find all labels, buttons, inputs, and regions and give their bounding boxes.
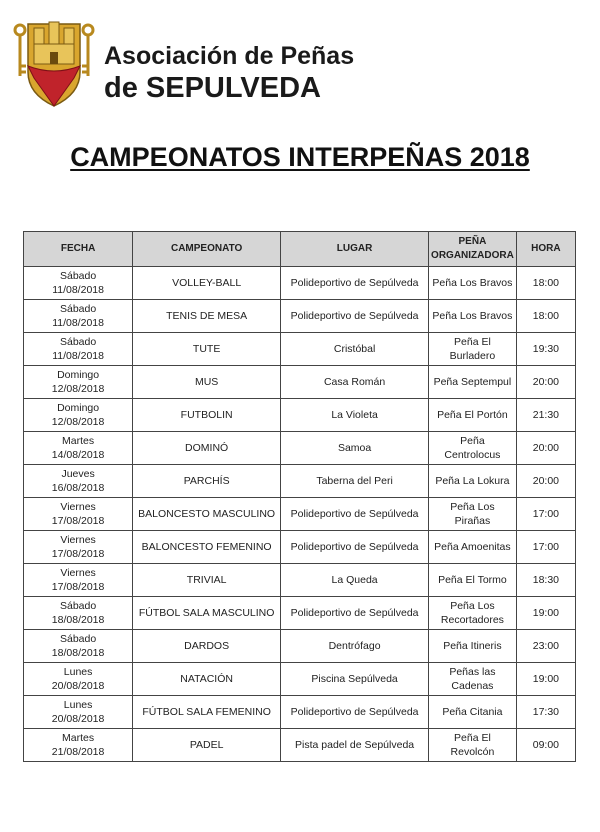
table-row (24, 267, 576, 300)
cell-date: 14/08/2018 (51, 449, 105, 461)
org-name-line2: de SEPULVEDA (104, 72, 322, 104)
cell-pena-line1: Peña El Portón (437, 409, 508, 421)
cell-day: Lunes (63, 699, 93, 711)
cell-pena-line1: Peña (460, 435, 485, 447)
schedule-table (23, 231, 576, 762)
cell-fecha (24, 366, 133, 399)
header-pena (429, 232, 517, 267)
cell-day: Viernes (60, 567, 96, 579)
cell-hora: 23:00 (516, 630, 575, 663)
cell-campeonato: DARDOS (133, 630, 281, 663)
header (12, 14, 572, 114)
cell-lugar: Polideportivo de Sepúlveda (281, 531, 429, 564)
cell-day: Sábado (59, 270, 97, 282)
cell-date: 21/08/2018 (51, 746, 105, 758)
cell-hora: 09:00 (516, 729, 575, 762)
header-hora: HORA (516, 232, 575, 267)
table-row (24, 432, 576, 465)
cell-date: 17/08/2018 (51, 515, 105, 527)
cell-fecha (24, 333, 133, 366)
cell-pena (429, 564, 517, 597)
header-pena-line2: ORGANIZADORA (431, 250, 514, 261)
cell-hora: 19:00 (516, 597, 575, 630)
header-campeonato: CAMPEONATO (133, 232, 281, 267)
cell-pena (429, 630, 517, 663)
cell-pena-line2: Burladero (449, 350, 496, 362)
cell-pena (429, 267, 517, 300)
header-pena-line1: PEÑA (458, 236, 487, 247)
cell-date: 20/08/2018 (51, 713, 105, 725)
cell-pena-line1: Peña La Lokura (435, 475, 510, 487)
cell-hora: 17:00 (516, 531, 575, 564)
cell-day: Viernes (60, 534, 96, 546)
header-fecha: FECHA (24, 232, 133, 267)
cell-pena-line1: Peña Amoenitas (434, 541, 511, 553)
cell-fecha (24, 564, 133, 597)
cell-campeonato: PARCHÍS (133, 465, 281, 498)
cell-date: 12/08/2018 (51, 383, 105, 395)
page-title (0, 142, 600, 173)
cell-hora: 18:30 (516, 564, 575, 597)
cell-pena (429, 432, 517, 465)
cell-hora: 18:00 (516, 267, 575, 300)
cell-pena-line1: Peña El Tormo (438, 574, 507, 586)
cell-campeonato: BALONCESTO FEMENINO (133, 531, 281, 564)
cell-pena-line1: Peña Los Pirañas (450, 501, 495, 527)
org-name-line1: Asociación de Peñas (104, 42, 355, 70)
cell-pena-line1: Peña Itineris (443, 640, 502, 652)
cell-day: Sábado (59, 600, 97, 612)
cell-pena-line1: Peña Citania (442, 706, 503, 718)
cell-day: Sábado (59, 633, 97, 645)
cell-campeonato: VOLLEY-BALL (133, 267, 281, 300)
cell-pena-line1: Peña El (454, 336, 491, 348)
cell-pena-line1: Peñas las (449, 666, 496, 678)
cell-lugar: Polideportivo de Sepúlveda (281, 300, 429, 333)
cell-pena-line1: Peña Los (450, 600, 495, 612)
cell-pena (429, 531, 517, 564)
cell-pena-line2: Recortadores (440, 614, 504, 626)
cell-campeonato: TUTE (133, 333, 281, 366)
cell-date: 11/08/2018 (52, 317, 104, 329)
cell-hora: 20:00 (516, 432, 575, 465)
cell-hora: 18:00 (516, 300, 575, 333)
cell-hora: 20:00 (516, 366, 575, 399)
cell-pena-line1: Peña El Revolcón (450, 732, 495, 758)
table-row (24, 498, 576, 531)
cell-date: 18/08/2018 (51, 614, 105, 626)
cell-lugar: Samoa (281, 432, 429, 465)
cell-pena (429, 300, 517, 333)
cell-lugar: Polideportivo de Sepúlveda (281, 498, 429, 531)
cell-pena (429, 465, 517, 498)
cell-hora: 17:00 (516, 498, 575, 531)
cell-lugar: Pista padel de Sepúlveda (281, 729, 429, 762)
cell-fecha (24, 630, 133, 663)
table-row (24, 333, 576, 366)
table-row (24, 465, 576, 498)
cell-fecha (24, 597, 133, 630)
header-lugar: LUGAR (281, 232, 429, 267)
cell-date: 11/08/2018 (52, 350, 104, 362)
cell-fecha (24, 300, 133, 333)
cell-date: 18/08/2018 (51, 647, 105, 659)
cell-lugar: Polideportivo de Sepúlveda (281, 597, 429, 630)
cell-day: Lunes (63, 666, 93, 678)
cell-fecha (24, 465, 133, 498)
table-row (24, 531, 576, 564)
cell-date: 16/08/2018 (51, 482, 105, 494)
cell-hora: 20:00 (516, 465, 575, 498)
cell-fecha (24, 696, 133, 729)
crest-logo (12, 14, 96, 108)
cell-campeonato: PADEL (133, 729, 281, 762)
table-row (24, 399, 576, 432)
cell-pena-line2: Cadenas (451, 680, 494, 692)
cell-day: Domingo (57, 402, 100, 414)
cell-pena-line1: Peña Los Bravos (432, 277, 513, 289)
table-row (24, 729, 576, 762)
cell-campeonato: FUTBOLIN (133, 399, 281, 432)
cell-fecha (24, 267, 133, 300)
cell-hora: 17:30 (516, 696, 575, 729)
table-row (24, 663, 576, 696)
cell-fecha (24, 399, 133, 432)
table-row (24, 564, 576, 597)
cell-hora: 19:30 (516, 333, 575, 366)
cell-campeonato: BALONCESTO MASCULINO (133, 498, 281, 531)
cell-pena-line2: Centrolocus (444, 449, 501, 461)
cell-pena-line1: Peña Septempul (433, 376, 512, 388)
cell-fecha (24, 531, 133, 564)
table-row (24, 597, 576, 630)
table-row (24, 696, 576, 729)
cell-hora: 19:00 (516, 663, 575, 696)
cell-lugar: Dentrófago (281, 630, 429, 663)
page-title-text: CAMPEONATOS INTERPEÑAS 2018 (70, 142, 530, 172)
cell-date: 17/08/2018 (51, 548, 105, 560)
cell-pena (429, 333, 517, 366)
table-row (24, 630, 576, 663)
cell-fecha (24, 498, 133, 531)
cell-pena (429, 729, 517, 762)
cell-campeonato: DOMINÓ (133, 432, 281, 465)
cell-fecha (24, 663, 133, 696)
cell-fecha (24, 729, 133, 762)
cell-pena (429, 663, 517, 696)
cell-lugar: Piscina Sepúlveda (281, 663, 429, 696)
cell-day: Jueves (61, 468, 95, 480)
cell-day: Domingo (57, 369, 100, 381)
cell-pena (429, 597, 517, 630)
table-row (24, 366, 576, 399)
table-row (24, 300, 576, 333)
cell-pena (429, 696, 517, 729)
cell-campeonato: FÚTBOL SALA FEMENINO (133, 696, 281, 729)
cell-day: Sábado (59, 303, 97, 315)
cell-day: Sábado (59, 336, 97, 348)
cell-hora: 21:30 (516, 399, 575, 432)
cell-campeonato: NATACIÓN (133, 663, 281, 696)
cell-lugar: Cristóbal (281, 333, 429, 366)
cell-date: 20/08/2018 (51, 680, 105, 692)
cell-pena-line1: Peña Los Bravos (432, 310, 513, 322)
cell-lugar: Polideportivo de Sepúlveda (281, 267, 429, 300)
table-header-row (24, 232, 576, 267)
cell-lugar: Casa Román (281, 366, 429, 399)
cell-lugar: Polideportivo de Sepúlveda (281, 696, 429, 729)
cell-lugar: La Queda (281, 564, 429, 597)
cell-campeonato: TRIVIAL (133, 564, 281, 597)
cell-campeonato: MUS (133, 366, 281, 399)
cell-day: Martes (62, 435, 95, 447)
cell-date: 12/08/2018 (51, 416, 105, 428)
cell-date: 11/08/2018 (52, 284, 104, 296)
cell-date: 17/08/2018 (51, 581, 105, 593)
cell-campeonato: TENIS DE MESA (133, 300, 281, 333)
table-body (24, 267, 576, 762)
cell-pena (429, 399, 517, 432)
cell-pena (429, 498, 517, 531)
cell-day: Viernes (60, 501, 96, 513)
cell-fecha (24, 432, 133, 465)
cell-lugar: La Violeta (281, 399, 429, 432)
cell-lugar: Taberna del Peri (281, 465, 429, 498)
cell-pena (429, 366, 517, 399)
cell-day: Martes (62, 732, 95, 744)
cell-campeonato: FÚTBOL SALA MASCULINO (133, 597, 281, 630)
